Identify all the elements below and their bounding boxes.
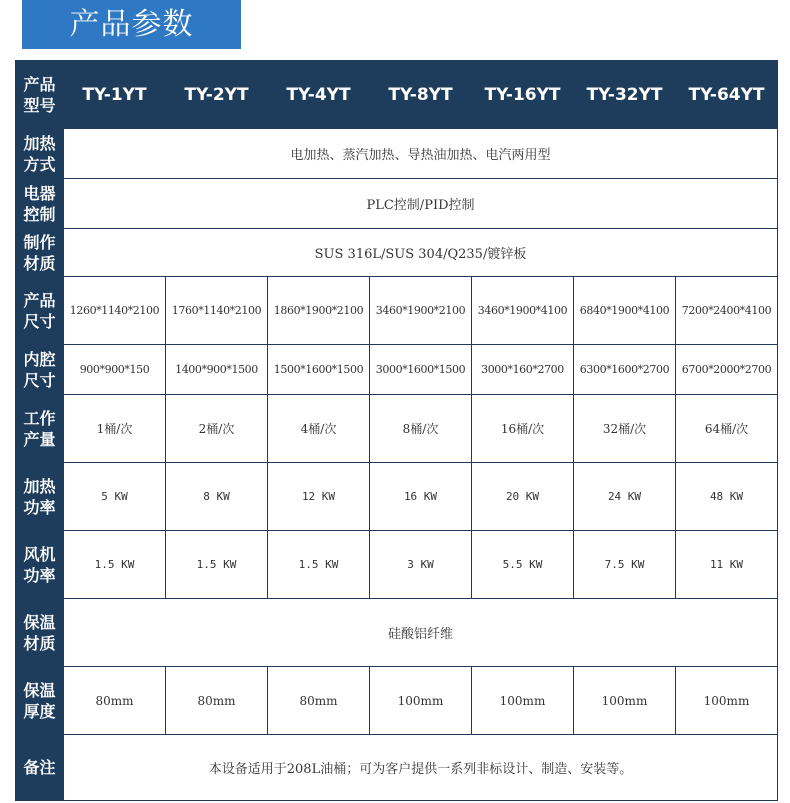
table-row-heating-method (16, 129, 778, 179)
page-title: 产品参数 (22, 0, 241, 49)
product-size-cell: 3460*1900*2100 (370, 277, 472, 345)
heating-power-cell: 8 KW (166, 463, 268, 531)
output-cell: 64桶/次 (676, 395, 778, 463)
row-label-heating-method: 加热方式 (16, 129, 64, 179)
table-row-remarks (16, 735, 778, 801)
table-row-insulation-material (16, 599, 778, 667)
fan-power-cell: 7.5 KW (574, 531, 676, 599)
heating-power-cell: 5 KW (64, 463, 166, 531)
remarks-value: 本设备适用于208L油桶；可为客户提供一系列非标设计、制造、安装等。 (64, 735, 778, 801)
model-cell: TY-32YT (574, 61, 676, 129)
inner-size-cell: 900*900*150 (64, 345, 166, 395)
row-label-insulation-thickness: 保温厚度 (16, 667, 64, 735)
heating-power-cell: 16 KW (370, 463, 472, 531)
output-cell: 4桶/次 (268, 395, 370, 463)
table-row-insulation-thickness (16, 667, 778, 735)
table-row-output (16, 395, 778, 463)
heating-power-cell: 24 KW (574, 463, 676, 531)
model-cell: TY-4YT (268, 61, 370, 129)
output-cell: 8桶/次 (370, 395, 472, 463)
model-cell: TY-64YT (676, 61, 778, 129)
model-cell: TY-1YT (64, 61, 166, 129)
output-cell: 2桶/次 (166, 395, 268, 463)
insulation-thickness-cell: 100mm (370, 667, 472, 735)
row-label-heating-power: 加热功率 (16, 463, 64, 531)
fan-power-cell: 11 KW (676, 531, 778, 599)
product-size-cell: 6840*1900*4100 (574, 277, 676, 345)
inner-size-cell: 6700*2000*2700 (676, 345, 778, 395)
heating-power-cell: 20 KW (472, 463, 574, 531)
table-row-control (16, 179, 778, 229)
heating-power-cell: 48 KW (676, 463, 778, 531)
insulation-thickness-cell: 100mm (676, 667, 778, 735)
model-cell: TY-2YT (166, 61, 268, 129)
row-label-model: 产品型号 (16, 61, 64, 129)
spec-table (15, 60, 778, 801)
fan-power-cell: 5.5 KW (472, 531, 574, 599)
model-cell: TY-8YT (370, 61, 472, 129)
product-size-cell: 1260*1140*2100 (64, 277, 166, 345)
row-label-product-size: 产品尺寸 (16, 277, 64, 345)
fan-power-cell: 1.5 KW (166, 531, 268, 599)
row-label-remarks: 备注 (16, 735, 64, 801)
inner-size-cell: 1400*900*1500 (166, 345, 268, 395)
inner-size-cell: 3000*160*2700 (472, 345, 574, 395)
insulation-thickness-cell: 80mm (64, 667, 166, 735)
table-row-heating-power (16, 463, 778, 531)
model-cell: TY-16YT (472, 61, 574, 129)
insulation-thickness-cell: 80mm (166, 667, 268, 735)
table-row-fan-power (16, 531, 778, 599)
fan-power-cell: 3 KW (370, 531, 472, 599)
insulation-material-value: 硅酸铝纤维 (64, 599, 778, 667)
product-size-cell: 3460*1900*4100 (472, 277, 574, 345)
product-size-cell: 7200*2400*4100 (676, 277, 778, 345)
insulation-thickness-cell: 100mm (472, 667, 574, 735)
row-label-output: 工作产量 (16, 395, 64, 463)
insulation-thickness-cell: 100mm (574, 667, 676, 735)
material-value: SUS 316L/SUS 304/Q235/镀锌板 (64, 229, 778, 277)
row-label-fan-power: 风机功率 (16, 531, 64, 599)
heating-method-value: 电加热、蒸汽加热、导热油加热、电汽两用型 (64, 129, 778, 179)
control-value: PLC控制/PID控制 (64, 179, 778, 229)
product-size-cell: 1760*1140*2100 (166, 277, 268, 345)
table-row-model (16, 61, 778, 129)
fan-power-cell: 1.5 KW (268, 531, 370, 599)
insulation-thickness-cell: 80mm (268, 667, 370, 735)
product-size-cell: 1860*1900*2100 (268, 277, 370, 345)
row-label-control: 电器控制 (16, 179, 64, 229)
table-row-product-size (16, 277, 778, 345)
inner-size-cell: 6300*1600*2700 (574, 345, 676, 395)
table-row-inner-size (16, 345, 778, 395)
heating-power-cell: 12 KW (268, 463, 370, 531)
row-label-insulation-material: 保温材质 (16, 599, 64, 667)
output-cell: 16桶/次 (472, 395, 574, 463)
inner-size-cell: 3000*1600*1500 (370, 345, 472, 395)
row-label-material: 制作材质 (16, 229, 64, 277)
table-row-material (16, 229, 778, 277)
output-cell: 1桶/次 (64, 395, 166, 463)
inner-size-cell: 1500*1600*1500 (268, 345, 370, 395)
fan-power-cell: 1.5 KW (64, 531, 166, 599)
row-label-inner-size: 内腔尺寸 (16, 345, 64, 395)
output-cell: 32桶/次 (574, 395, 676, 463)
